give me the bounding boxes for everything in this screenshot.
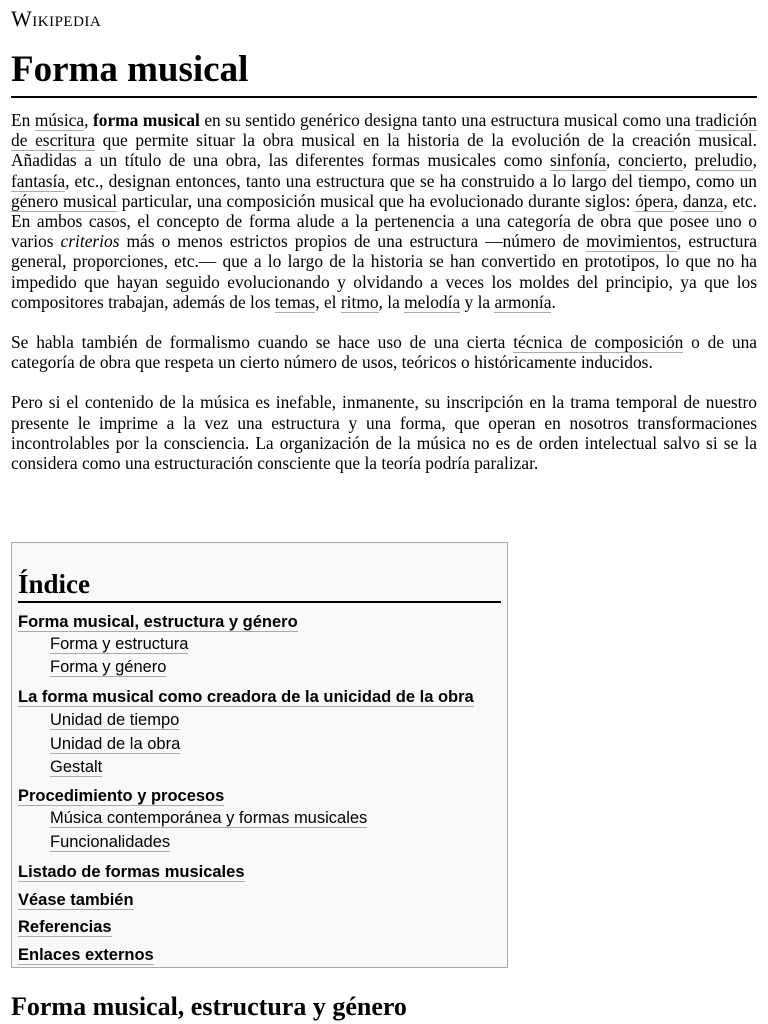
link-preludio[interactable]: preludio: [694, 150, 753, 171]
toc-item-2-3[interactable]: [18, 756, 501, 779]
section-heading: Forma musical, estructura y género: [11, 992, 407, 1021]
toc-item-7[interactable]: [18, 941, 501, 969]
text: ,: [682, 150, 695, 171]
italic-term: criterios: [60, 231, 120, 252]
article-body: [11, 110, 757, 493]
text: ,: [84, 110, 93, 130]
link-opera[interactable]: ópera: [635, 190, 674, 211]
text: , estructura general, proporciones, etc.— que a lo largo de la historia se han convertido en prototipos, lo que no ha impedido que hayan seguido evolucionando y olvidando a veces los moldes del principio, ya que los compositores trabajan, además de los: [11, 231, 757, 312]
text: en su sentido genérico designa tanto una estructura musical como una: [199, 110, 696, 130]
paragraph-intro: [11, 110, 757, 312]
toc-item-3[interactable]: [18, 785, 501, 807]
text: que permite situar la obra musical en la historia de la evolución de la creación musical. Añadidas a un título de una obra, las diferentes formas musicales como: [11, 130, 757, 171]
link-concierto[interactable]: concierto: [618, 150, 683, 171]
paragraph-contenido: Pero si el contenido de la música es inefable, inmanente, su inscripción en la trama temporal de nuestro presente le imprime a la vez una estructura y una forma, que operan en nosotros transformaciones incontrolables por la consciencia. La organización de la música no es de orden intelectual salvo si se la considera como una estructuración consciente que la teoría podría paralizar.: [11, 392, 757, 474]
link-genero-musical[interactable]: género musical: [11, 190, 118, 211]
text: más o menos estrictos propios de una estructura —número de: [119, 231, 587, 252]
bold-term: forma musical: [92, 110, 200, 130]
text: En: [11, 110, 35, 130]
toc-link[interactable]: Enlaces externos: [18, 946, 154, 964]
toc-item-2-1[interactable]: [18, 708, 501, 732]
link-movimientos[interactable]: movimientos: [586, 231, 678, 252]
text: ,: [673, 190, 683, 211]
toc-link[interactable]: Música contemporánea y formas musicales: [50, 809, 368, 827]
text: , el: [315, 291, 341, 312]
toc-heading: Índice: [18, 567, 501, 603]
toc-link[interactable]: Procedimiento y procesos: [18, 787, 225, 805]
toc-link[interactable]: Forma y género: [50, 658, 167, 676]
toc-link[interactable]: Funcionalidades: [50, 833, 171, 851]
wikipedia-wordmark[interactable]: Wikipedia: [11, 6, 102, 31]
toc-item-6[interactable]: [18, 914, 501, 941]
link-tradicion[interactable]: tradición de escritura: [11, 110, 757, 151]
toc-link[interactable]: Unidad de la obra: [50, 735, 181, 753]
link-ritmo[interactable]: ritmo: [340, 291, 379, 312]
toc-link[interactable]: La forma musical como creadora de la unicidad de la obra: [18, 688, 474, 706]
toc-link[interactable]: Unidad de tiempo: [50, 711, 180, 729]
page-title: Forma musical: [11, 48, 757, 98]
text: ,: [606, 150, 618, 171]
text: .: [551, 291, 556, 312]
toc-link[interactable]: Listado de formas musicales: [18, 863, 245, 881]
toc-link[interactable]: Véase también: [18, 891, 134, 909]
link-musica[interactable]: música: [34, 110, 85, 130]
toc-item-1-1[interactable]: [18, 633, 501, 656]
toc-item-2-2[interactable]: [18, 732, 501, 756]
text: ,: [752, 150, 757, 171]
toc-link[interactable]: Forma musical, estructura y género: [18, 613, 298, 631]
toc-item-3-1[interactable]: [18, 807, 501, 830]
text: , etc. En ambos casos, el concepto de forma alude a la pertenencia a una categoría de obra que posee uno o varios: [11, 190, 757, 252]
link-fantasia[interactable]: fantasía: [11, 170, 66, 191]
text: o de una categoría de obra que respeta un cierto número de usos, teóricos o históricamente inducidos.: [11, 332, 758, 373]
paragraph-formalismo: [11, 332, 757, 372]
toc-item-5[interactable]: [18, 886, 501, 914]
toc-link[interactable]: Referencias: [18, 918, 112, 936]
link-armonia[interactable]: armonía: [494, 291, 552, 312]
text: , etc., designan entonces, tanto una estructura que se ha construido a lo largo del tiempo, como un: [65, 170, 757, 191]
link-tecnica-composicion[interactable]: técnica de composición: [513, 332, 684, 353]
table-of-contents: [11, 542, 508, 968]
link-danza[interactable]: danza: [682, 190, 724, 211]
link-temas[interactable]: temas: [274, 291, 316, 312]
text: Se habla también de formalismo cuando se hace uso de una cierta: [11, 332, 514, 353]
text: y la: [460, 291, 495, 312]
link-melodia[interactable]: melodía: [404, 291, 461, 312]
toc-item-1-2[interactable]: [18, 656, 501, 679]
toc-item-4[interactable]: [18, 859, 501, 886]
toc-item-3-2[interactable]: [18, 830, 501, 854]
toc-item-2[interactable]: [18, 686, 501, 708]
toc-item-1[interactable]: [18, 611, 501, 633]
toc-link[interactable]: Forma y estructura: [50, 635, 189, 653]
text: , la: [378, 291, 405, 312]
text: particular, una composición musical que ha evolucionado durante siglos:: [117, 190, 636, 211]
toc-link[interactable]: Gestalt: [50, 758, 103, 776]
link-sinfonia[interactable]: sinfonía: [550, 150, 607, 171]
toc-list: [18, 611, 501, 969]
